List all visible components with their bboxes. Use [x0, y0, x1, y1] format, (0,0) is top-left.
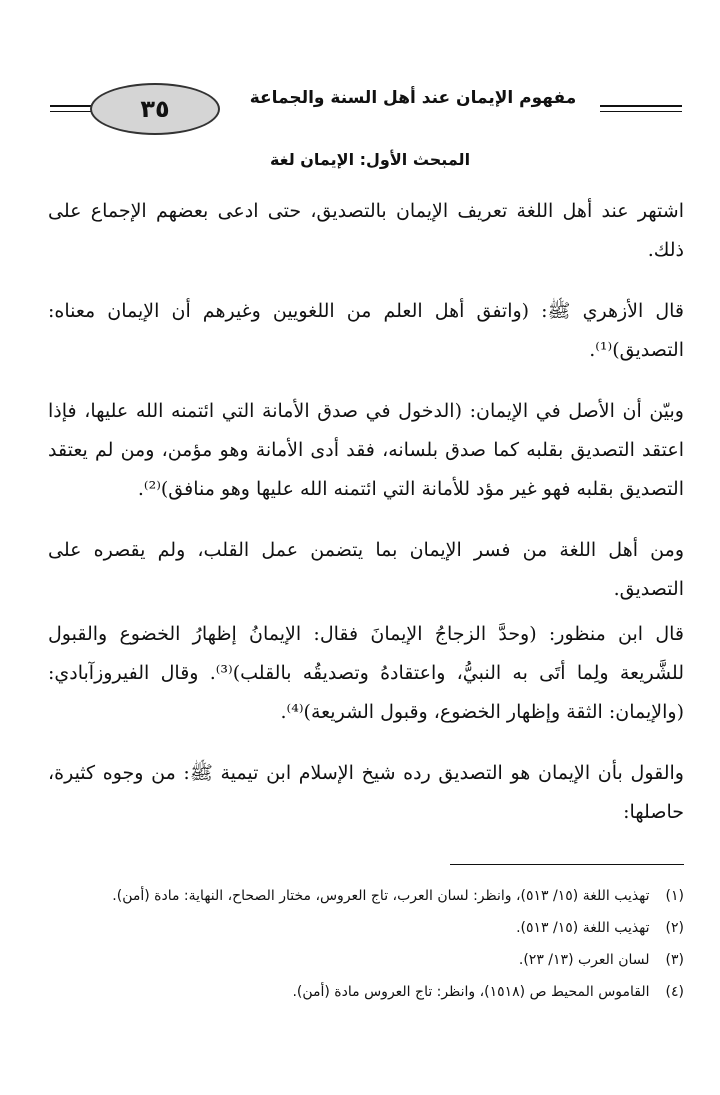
page-header [50, 80, 682, 148]
paragraph-amana: وبيّن أن الأصل في الإيمان: (الدخول في صدق الأمانة التي ائتمنه الله عليها، فإذا اعتقد التصديق بقلبه كما صدق بلسانه، فقد أدى الأمانة وهو مؤمن، ومن لم يعتقد التصديق بقلبه فهو غير مؤد للأمانة التي ائتمنه الله عليها وهو منافق)⁽²⁾. [48, 400, 684, 500]
footnotes [48, 880, 684, 1008]
section-heading: المبحث الأول: الإيمان لغة [269, 150, 471, 169]
footnote-number: (٢) [665, 920, 684, 936]
paragraph-ibn-manzur: قال ابن منظور: (وحدَّ الزجاجُ الإيمانَ فقال: الإيمانُ إظهارُ الخضوع والقبول للشَّريعة ولِما أتَى به النبيُّ، واعتقادهُ وتصديقُه بالقلب)⁽³⁾. وقال الفيروزآبادي: (والإيمان: الثقة وإظهار الخضوع، وقبول الشريعة)⁽⁴⁾. [48, 623, 684, 723]
footnote-text: القاموس المحيط ص (١٥١٨)، وانظر: تاج العروس مادة (أمن). [292, 984, 650, 1000]
footnote-item [48, 912, 684, 944]
footnote-text: لسان العرب (١٣/ ٢٣). [518, 952, 650, 968]
running-title: مفهوم الإيمان عند أهل السنة والجماعة [249, 88, 577, 108]
footnote-text: تهذيب اللغة (١٥/ ٥١٣). [516, 920, 650, 936]
footnote-number: (١) [665, 888, 684, 904]
paragraph-heart-work: ومن أهل اللغة من فسر الإيمان بما يتضمن عمل القلب، ولم يقصره على التصديق. [48, 539, 684, 600]
paragraph-ibn-taymiyya: والقول بأن الإيمان هو التصديق رده شيخ الإسلام ابن تيمية ﷺ: من وجوه كثيرة، حاصلها: [48, 762, 684, 823]
paragraph-azhari: قال الأزهري ﷺ: (واتفق أهل العلم من اللغويين وغيرهم أن الإيمان معناه: التصديق)⁽¹⁾. [48, 300, 684, 361]
footnote-separator [450, 864, 684, 865]
paragraph-intro: اشتهر عند أهل اللغة تعريف الإيمان بالتصديق، حتى ادعى بعضهم الإجماع على ذلك. [48, 200, 684, 261]
footnote-item [48, 880, 684, 912]
footnote-number: (٤) [665, 984, 684, 1000]
footnote-item [48, 944, 684, 976]
header-rule-right-bottom [600, 111, 682, 112]
page-number-oval [90, 83, 220, 135]
footnote-item [48, 976, 684, 1008]
body-text [48, 192, 684, 854]
footnote-text: تهذيب اللغة (١٥/ ٥١٣)، وانظر: لسان العرب، تاج العروس، مختار الصحاح، النهاية: مادة (أمن). [112, 888, 650, 904]
page-number: ٣٥ [140, 95, 170, 123]
header-rule-right-top [600, 105, 682, 107]
footnote-number: (٣) [665, 952, 684, 968]
